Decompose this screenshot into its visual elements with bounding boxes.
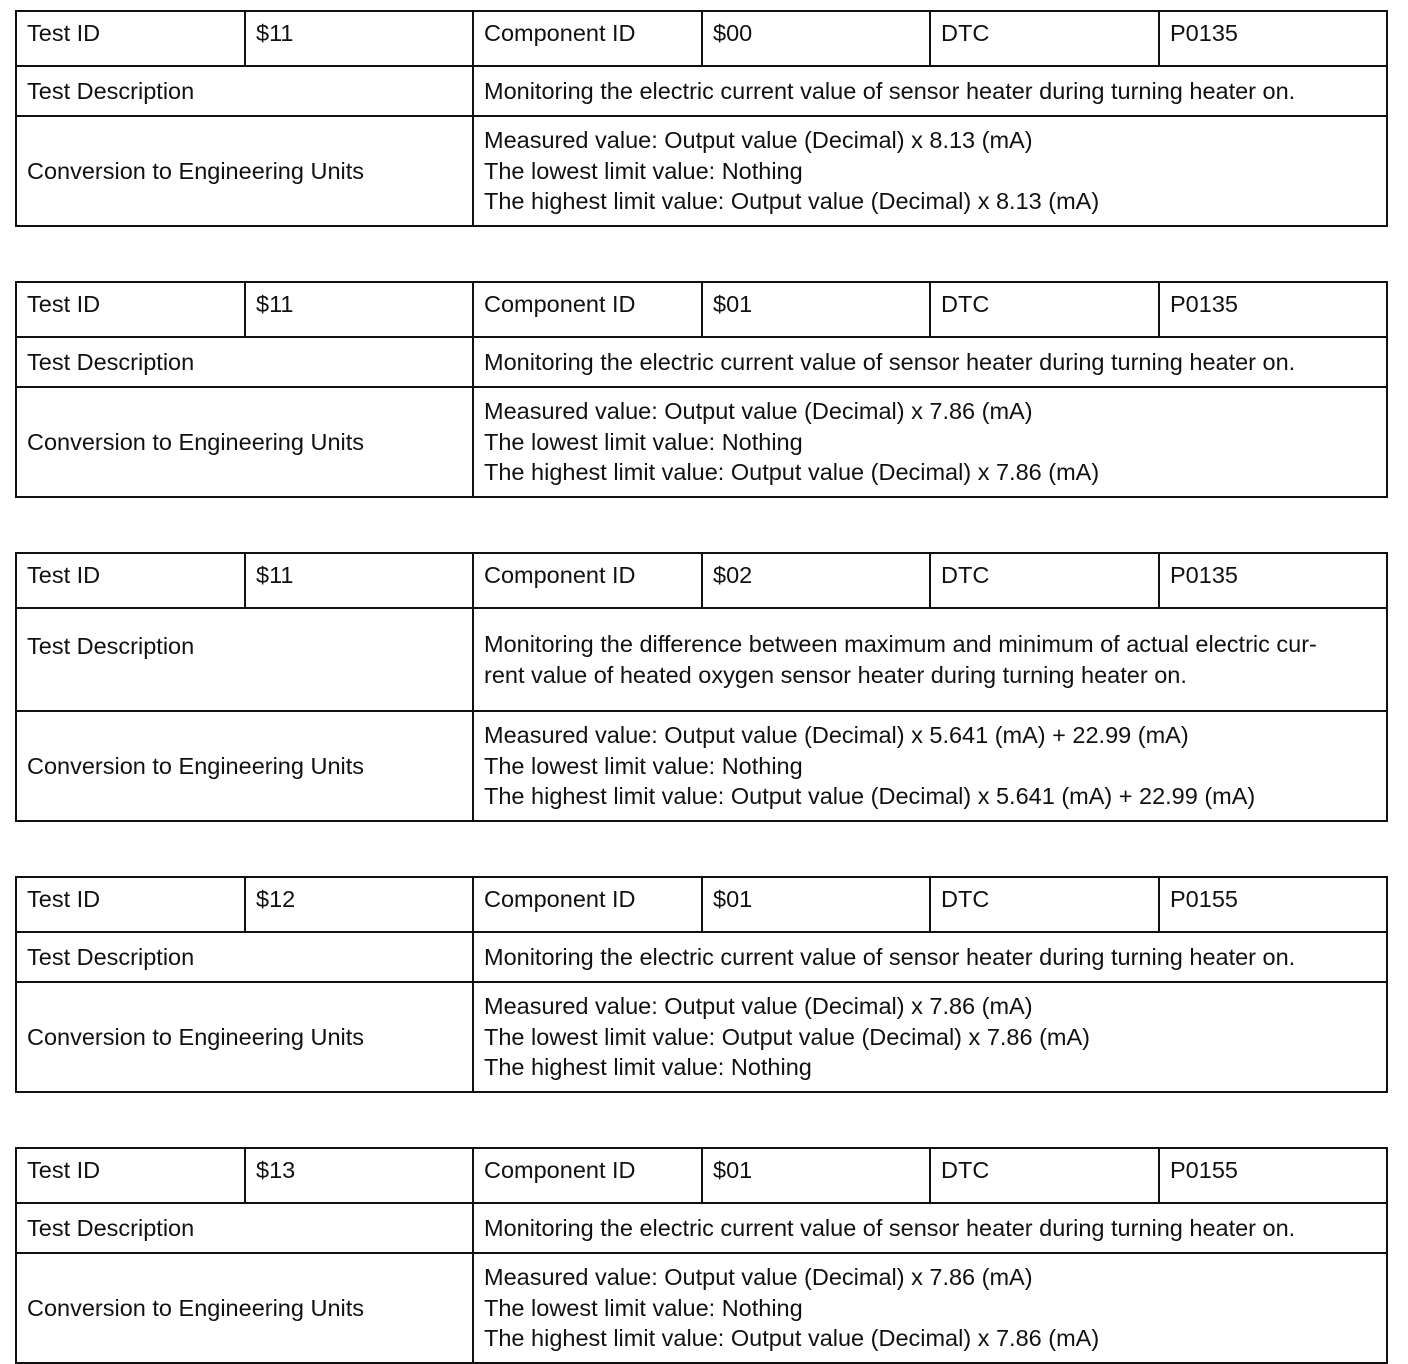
measured-value-line: Measured value: Output value (Decimal) x 8.13 (mA) <box>484 127 1033 154</box>
test-id-label: Test ID <box>16 553 245 608</box>
dtc-value: P0155 <box>1159 1148 1387 1203</box>
description-row <box>16 932 1387 982</box>
dtc-value: P0135 <box>1159 553 1387 608</box>
highest-limit-line: The highest limit value: Output value (Decimal) x 5.641 (mA) + 22.99 (mA) <box>484 783 1256 810</box>
test-id-label: Test ID <box>16 1148 245 1203</box>
description-row <box>16 337 1387 387</box>
conversion-label: Conversion to Engineering Units <box>16 1253 473 1363</box>
test-id-value: $13 <box>245 1148 473 1203</box>
description-line: Monitoring the difference between maximum and minimum of actual electric cur- <box>484 631 1317 657</box>
dtc-value: P0155 <box>1159 877 1387 932</box>
component-id-label: Component ID <box>473 553 702 608</box>
header-row <box>16 877 1387 932</box>
component-id-value: $02 <box>702 553 930 608</box>
conversion-label: Conversion to Engineering Units <box>16 387 473 497</box>
component-id-value: $01 <box>702 1148 930 1203</box>
highest-limit-line: The highest limit value: Output value (Decimal) x 7.86 (mA) <box>484 1325 1100 1352</box>
test-id-label: Test ID <box>16 11 245 66</box>
conversion-label: Conversion to Engineering Units <box>16 711 473 821</box>
test-description-label: Test Description <box>16 608 473 711</box>
component-id-label: Component ID <box>473 877 702 932</box>
conversion-value <box>473 1253 1387 1363</box>
description-row <box>16 608 1387 711</box>
conversion-label: Conversion to Engineering Units <box>16 982 473 1092</box>
dtc-value: P0135 <box>1159 282 1387 337</box>
component-id-value: $01 <box>702 282 930 337</box>
test-table <box>15 876 1388 1093</box>
description-row <box>16 66 1387 116</box>
test-table <box>15 281 1388 498</box>
test-id-value: $12 <box>245 877 473 932</box>
highest-limit-line: The highest limit value: Output value (Decimal) x 7.86 (mA) <box>484 459 1100 486</box>
dtc-value: P0135 <box>1159 11 1387 66</box>
conversion-label: Conversion to Engineering Units <box>16 116 473 226</box>
component-id-label: Component ID <box>473 11 702 66</box>
component-id-value: $01 <box>702 877 930 932</box>
test-table <box>15 1147 1388 1364</box>
test-description-value: Monitoring the electric current value of sensor heater during turning heater on. <box>473 337 1387 387</box>
header-row <box>16 11 1387 66</box>
component-id-label: Component ID <box>473 1148 702 1203</box>
lowest-limit-line: The lowest limit value: Output value (Decimal) x 7.86 (mA) <box>484 1023 1090 1050</box>
description-line: rent value of heated oxygen sensor heater during turning heater on. <box>484 661 1187 688</box>
conversion-value <box>473 116 1387 226</box>
conversion-row <box>16 1253 1387 1363</box>
lowest-limit-line: The lowest limit value: Nothing <box>484 428 803 455</box>
test-description-label: Test Description <box>16 932 473 982</box>
component-id-value: $00 <box>702 11 930 66</box>
conversion-row <box>16 982 1387 1092</box>
highest-limit-line: The highest limit value: Output value (Decimal) x 8.13 (mA) <box>484 188 1100 215</box>
lowest-limit-line: The lowest limit value: Nothing <box>484 752 803 779</box>
test-description-value: Monitoring the electric current value of sensor heater during turning heater on. <box>473 932 1387 982</box>
lowest-limit-line: The lowest limit value: Nothing <box>484 157 803 184</box>
measured-value-line: Measured value: Output value (Decimal) x 7.86 (mA) <box>484 1264 1033 1291</box>
test-description-value <box>473 608 1387 711</box>
test-id-value: $11 <box>245 11 473 66</box>
test-description-value: Monitoring the electric current value of sensor heater during turning heater on. <box>473 66 1387 116</box>
test-description-label: Test Description <box>16 1203 473 1253</box>
test-id-label: Test ID <box>16 282 245 337</box>
conversion-row <box>16 116 1387 226</box>
conversion-value <box>473 387 1387 497</box>
dtc-label: DTC <box>930 282 1159 337</box>
highest-limit-line: The highest limit value: Nothing <box>484 1054 812 1081</box>
dtc-label: DTC <box>930 877 1159 932</box>
measured-value-line: Measured value: Output value (Decimal) x 7.86 (mA) <box>484 398 1033 425</box>
conversion-value <box>473 982 1387 1092</box>
header-row <box>16 282 1387 337</box>
description-row <box>16 1203 1387 1253</box>
test-id-label: Test ID <box>16 877 245 932</box>
test-description-label: Test Description <box>16 66 473 116</box>
test-description-label: Test Description <box>16 337 473 387</box>
conversion-value <box>473 711 1387 821</box>
header-row <box>16 553 1387 608</box>
measured-value-line: Measured value: Output value (Decimal) x 5.641 (mA) + 22.99 (mA) <box>484 722 1189 749</box>
measured-value-line: Measured value: Output value (Decimal) x 7.86 (mA) <box>484 993 1033 1020</box>
test-id-value: $11 <box>245 282 473 337</box>
test-table <box>15 10 1388 227</box>
dtc-label: DTC <box>930 11 1159 66</box>
component-id-label: Component ID <box>473 282 702 337</box>
lowest-limit-line: The lowest limit value: Nothing <box>484 1294 803 1321</box>
conversion-row <box>16 387 1387 497</box>
test-table <box>15 552 1388 822</box>
header-row <box>16 1148 1387 1203</box>
test-id-value: $11 <box>245 553 473 608</box>
test-description-value: Monitoring the electric current value of sensor heater during turning heater on. <box>473 1203 1387 1253</box>
dtc-label: DTC <box>930 553 1159 608</box>
conversion-row <box>16 711 1387 821</box>
test-tables <box>15 10 1386 1364</box>
dtc-label: DTC <box>930 1148 1159 1203</box>
